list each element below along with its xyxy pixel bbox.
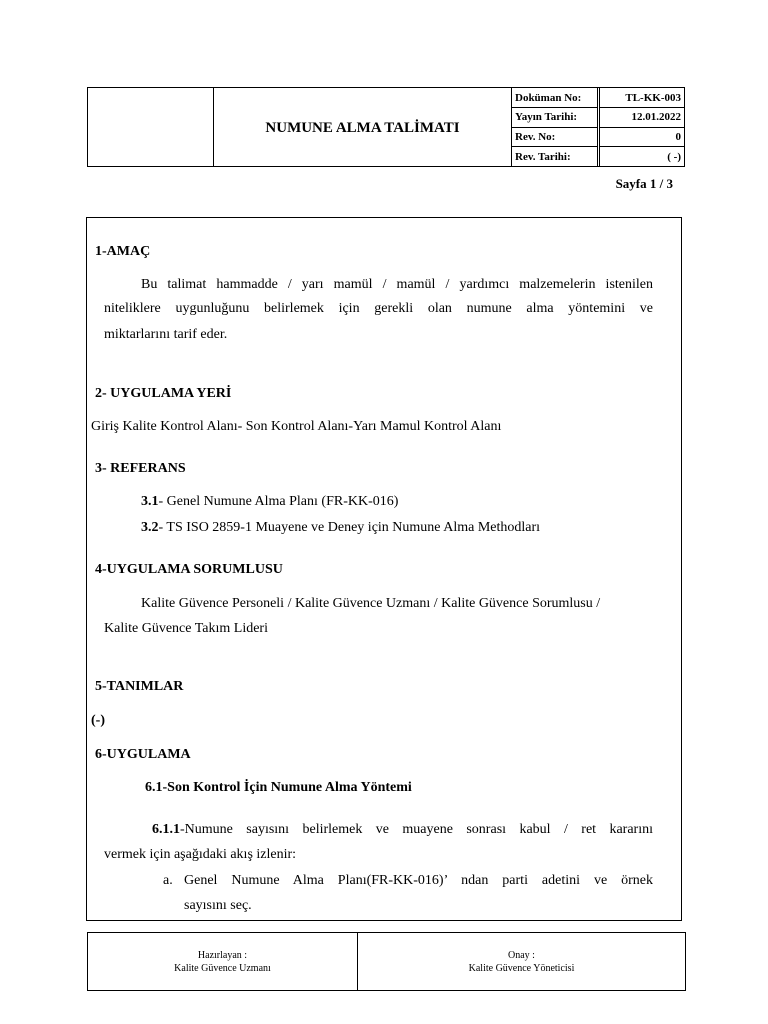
section-heading-uygulama: 6-UYGULAMA [95,747,191,762]
paragraph-line-1 [152,822,653,838]
meta-row [512,88,684,108]
meta-row [512,127,684,147]
meta-value: 12.01.2022 [598,108,684,128]
page-number: Sayfa 1 / 3 [615,176,673,191]
meta-value: 0 [598,127,684,147]
section-heading-referans: 3- REFERANS [95,461,186,476]
meta-label: Yayın Tarihi: [512,108,598,128]
subsection-heading: 6.1-Son Kontrol İçin Numune Alma Yöntemi [145,780,412,795]
section-heading-sorumlu: 4-UYGULAMA SORUMLUSU [95,562,283,577]
meta-row [512,108,684,128]
paragraph-line-2: vermek için aşağıdaki akış izlenir: [104,847,297,862]
approval-cell [358,933,685,990]
referans-item-text: - TS ISO 2859-1 Muayene ve Deney için Numune Alma Methodları [158,520,541,535]
sorumlu-text-line-2: Kalite Güvence Takım Lideri [104,621,268,636]
referans-item-text: - Genel Numune Alma Planı (FR-KK-016) [158,494,399,509]
prepared-by-cell [88,933,358,990]
signature-footer [87,932,686,991]
paragraph-number: 6.1.1 [152,822,180,837]
approved-by: Kalite Güvence Yöneticisi [468,962,575,974]
meta-label: Doküman No: [512,88,598,108]
meta-value: TL-KK-003 [598,88,684,108]
referans-item [141,520,540,536]
logo-area [88,88,214,166]
meta-label: Rev. No: [512,127,598,147]
approval-label: Onay : [508,949,535,961]
list-item-line-1: Genel Numune Alma Planı(FR-KK-016)’ ndan parti adetini ve örnek [184,873,653,888]
amac-text-line-2: niteliklere uygunluğunu belirlemek için gerekli olan numune alma yöntemini ve [104,301,653,316]
content-frame-bottom [86,920,682,921]
referans-item [141,494,398,510]
section-heading-amac: 1-AMAÇ [95,244,151,259]
document-header [87,87,685,167]
document-meta-table [512,88,684,166]
prepared-label: Hazırlayan : [197,949,248,961]
meta-value: ( -) [598,147,684,167]
meta-row [512,147,684,167]
tanimlar-text: (-) [91,713,105,728]
document-title: NUMUNE ALMA TALİMATI [214,88,512,166]
referans-item-number: 3.1 [141,494,159,509]
list-item-line-2: sayısını seç. [184,898,252,913]
section-heading-uygulama-yeri: 2- UYGULAMA YERİ [95,386,232,401]
paragraph-text: -Numune sayısını belirlemek ve muayene sonrası kabul / ret kararını [180,822,653,837]
amac-text-line-1: Bu talimat hammadde / yarı mamül / mamül / yardımcı malzemelerin istenilen [141,277,653,292]
referans-item-number: 3.2 [141,520,159,535]
sorumlu-text-line-1: Kalite Güvence Personeli / Kalite Güvence Uzmanı / Kalite Güvence Sorumlusu / [141,596,601,611]
prepared-by: Kalite Güvence Uzmanı [174,962,271,974]
list-item-marker: a. [163,873,173,888]
section-heading-tanimlar: 5-TANIMLAR [95,679,184,694]
meta-label: Rev. Tarihi: [512,147,598,167]
uygulama-yeri-text: Giriş Kalite Kontrol Alanı- Son Kontrol Alanı-Yarı Mamul Kontrol Alanı [91,419,502,434]
amac-text-line-3: miktarlarını tarif eder. [104,327,228,342]
